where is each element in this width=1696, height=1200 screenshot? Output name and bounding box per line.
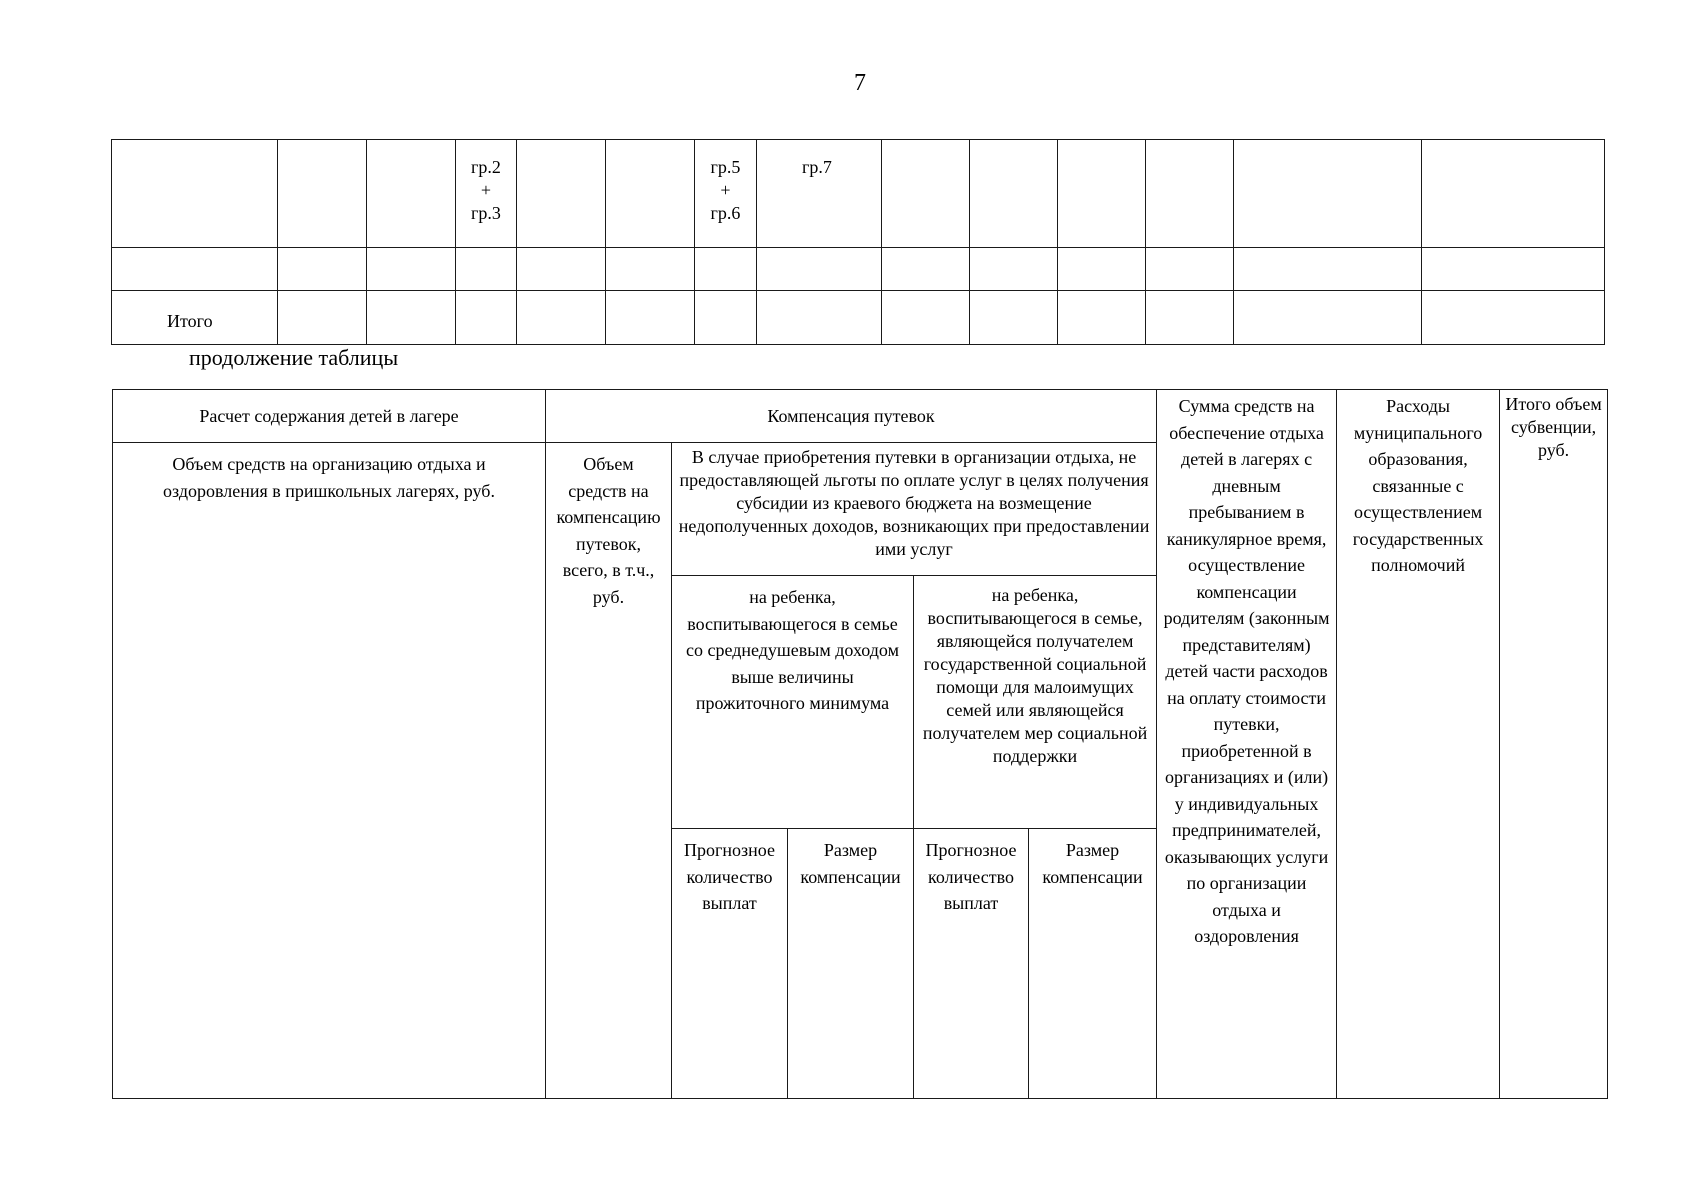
table-cell <box>517 140 606 248</box>
child-above-minimum: на ребенка, воспитывающегося в семье со среднедушевым доходом выше величины прожиточного минимума <box>672 576 914 829</box>
table-cell <box>1422 291 1605 345</box>
compensation-volume: Объем средств на компенсацию путевок, всего, в т.ч., руб. <box>546 443 672 1099</box>
table-row <box>112 248 1605 291</box>
table-cell <box>456 291 517 345</box>
table-cell <box>517 248 606 291</box>
header-compensation: Компенсация путевок <box>546 390 1157 443</box>
table-cell <box>278 140 367 248</box>
compensation-amount-1: Размер компенсации <box>788 829 914 1099</box>
table-row <box>112 140 1605 248</box>
table-cell <box>1058 140 1146 248</box>
table-cell <box>882 291 970 345</box>
formula-line: гр.2 + гр.3 <box>471 157 501 223</box>
continuation-heading: продолжение таблицы <box>189 345 399 370</box>
purchase-case: В случае приобретения путевки в организации отдыха, не предоставляющей льготы по оплате услуг в целях получения субсидии из краевого бюджета на возмещение недополученных доходов, возникающих при предоставлении ими услуг <box>672 443 1157 576</box>
table-cell <box>1146 248 1234 291</box>
table-cell <box>606 248 695 291</box>
header-total-subvention: Итого объем субвенции, руб. <box>1500 390 1608 1099</box>
table-cell <box>1058 248 1146 291</box>
table-cell <box>882 140 970 248</box>
table-cell <box>695 291 757 345</box>
table-cell <box>367 140 456 248</box>
header-camp-calc: Расчет содержания детей в лагере <box>113 390 546 443</box>
table-cell <box>1058 291 1146 345</box>
table-cell <box>1234 291 1422 345</box>
table-cell <box>367 248 456 291</box>
formula-cell-gr5-gr6 <box>695 140 757 248</box>
table-cell <box>757 291 882 345</box>
table-cell <box>367 291 456 345</box>
table-cell <box>278 248 367 291</box>
child-social-support: на ребенка, воспитывающегося в семье, являющейся получателем государственной социальной помощи для малоимущих семей или являющейся получателем мер социальной поддержки <box>914 576 1157 829</box>
table-cell <box>970 140 1058 248</box>
table-row-total <box>112 291 1605 345</box>
table-cell <box>606 140 695 248</box>
forecast-payments-1: Прогнозное количество выплат <box>672 829 788 1099</box>
compensation-amount-2: Размер компенсации <box>1029 829 1157 1099</box>
table-cell <box>1422 248 1605 291</box>
school-camps-volume: Объем средств на организацию отдыха и оздоровления в пришкольных лагерях, руб. <box>113 443 546 1099</box>
formula-line: гр.7 <box>802 157 832 177</box>
formula-cell-gr2-gr3 <box>456 140 517 248</box>
table-cell <box>112 248 278 291</box>
header-sum-funds: Сумма средств на обеспечение отдыха детей в лагерях с дневным пребыванием в каникулярное время, осуществление компенсации родителям (законным представителям) детей части расходов на оплату стоимости путевки, приобретенной в организациях и (или) у индивидуальных предпринимателей, оказывающих услуги по организации отдыха и оздоровления <box>1157 390 1337 1099</box>
table-cell <box>278 291 367 345</box>
header-row-1 <box>113 390 1608 443</box>
table-cell <box>456 248 517 291</box>
table-cell <box>517 291 606 345</box>
table-cell <box>1422 140 1605 248</box>
forecast-payments-2: Прогнозное количество выплат <box>914 829 1029 1099</box>
table-cell <box>882 248 970 291</box>
total-label: Итого <box>112 291 278 345</box>
table-cell <box>1234 140 1422 248</box>
table-cell <box>970 291 1058 345</box>
table-fragment-top <box>111 139 1605 345</box>
table-cell <box>970 248 1058 291</box>
table-cell <box>695 248 757 291</box>
table-continuation <box>112 389 1608 1099</box>
table-cell <box>1146 291 1234 345</box>
formula-line: гр.5 + гр.6 <box>710 157 741 223</box>
formula-cell-gr7 <box>757 140 882 248</box>
header-municipal-expenses: Расходы муниципального образования, связанные с осуществлением государственных полномочий <box>1337 390 1500 1099</box>
table-cell <box>1234 248 1422 291</box>
table-cell <box>757 248 882 291</box>
table-cell <box>606 291 695 345</box>
table-cell <box>1146 140 1234 248</box>
page-number: 7 <box>854 70 866 96</box>
table-cell <box>112 140 278 248</box>
